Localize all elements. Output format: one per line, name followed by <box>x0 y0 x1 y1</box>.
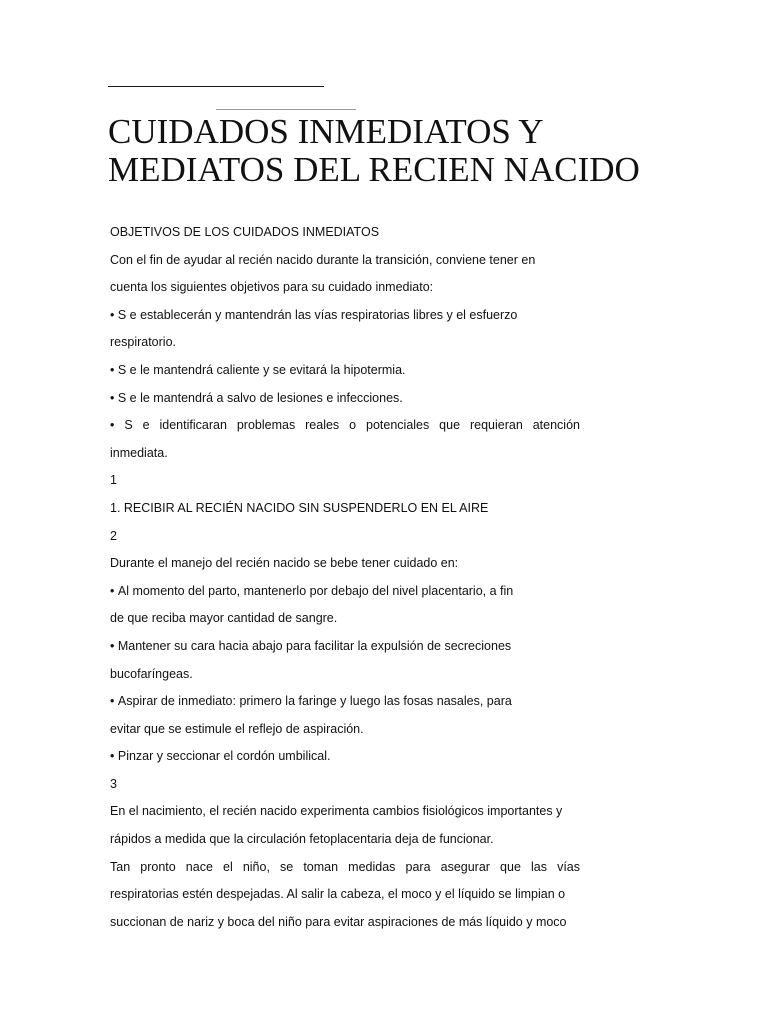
title-line: CUIDADOS INMEDIATOS Y <box>108 112 544 151</box>
subheader-rule <box>216 109 356 110</box>
section-heading: OBJETIVOS DE LOS CUIDADOS INMEDIATOS <box>110 225 380 239</box>
paragraph-line: Con el fin de ayudar al recién nacido durante la transición, conviene tener en <box>110 252 536 267</box>
document-title <box>108 113 728 189</box>
bullet-line: • S e le mantendrá caliente y se evitará la hipotermia. <box>110 357 580 385</box>
step-number: 2 <box>110 528 117 543</box>
paragraph-line: respiratorio. <box>110 335 176 350</box>
bullet-line: • S e le mantendrá a salvo de lesiones e infecciones. <box>110 385 580 413</box>
bullet-line: • S e establecerán y mantendrán las vías respiratorias libres y el esfuerzo <box>110 302 580 330</box>
bullet-line: • Al momento del parto, mantenerlo por debajo del nivel placentario, a fin <box>110 578 580 606</box>
bullet-line: • Mantener su cara hacia abajo para facilitar la expulsión de secreciones <box>110 633 580 661</box>
paragraph-line: Tan pronto nace el niño, se toman medidas para asegurar que las vías <box>110 859 580 874</box>
bullet-line: • Pinzar y seccionar el cordón umbilical. <box>110 743 580 771</box>
header-rule <box>108 86 324 87</box>
document-body <box>110 219 580 936</box>
paragraph-line: cuenta los siguientes objetivos para su cuidado inmediato: <box>110 280 434 295</box>
bullet-line: • S e identificaran problemas reales o potenciales que requieran atención <box>110 412 580 440</box>
paragraph-line: succionan de nariz y boca del niño para evitar aspiraciones de más líquido y moco <box>110 914 567 929</box>
step-number: 3 <box>110 776 117 791</box>
paragraph-line: de que reciba mayor cantidad de sangre. <box>110 611 338 626</box>
paragraph-line: evitar que se estimule el reflejo de aspiración. <box>110 721 364 736</box>
paragraph-line: En el nacimiento, el recién nacido experimenta cambios fisiológicos importantes y <box>110 804 563 819</box>
step-number: 1 <box>110 473 117 488</box>
step-heading: 1. RECIBIR AL RECIÉN NACIDO SIN SUSPENDERLO EN EL AIRE <box>110 500 489 515</box>
paragraph-line: bucofaríngeas. <box>110 666 193 681</box>
title-line: MEDIATOS DEL RECIEN NACIDO <box>108 150 640 189</box>
paragraph-line: Durante el manejo del recién nacido se bebe tener cuidado en: <box>110 556 459 571</box>
bullet-line: • Aspirar de inmediato: primero la faringe y luego las fosas nasales, para <box>110 688 580 716</box>
paragraph-line: inmediata. <box>110 445 168 460</box>
paragraph-line: respiratorias estén despejadas. Al salir la cabeza, el moco y el líquido se limpian o <box>110 887 566 902</box>
paragraph-line: rápidos a medida que la circulación fetoplacentaria deja de funcionar. <box>110 832 494 847</box>
